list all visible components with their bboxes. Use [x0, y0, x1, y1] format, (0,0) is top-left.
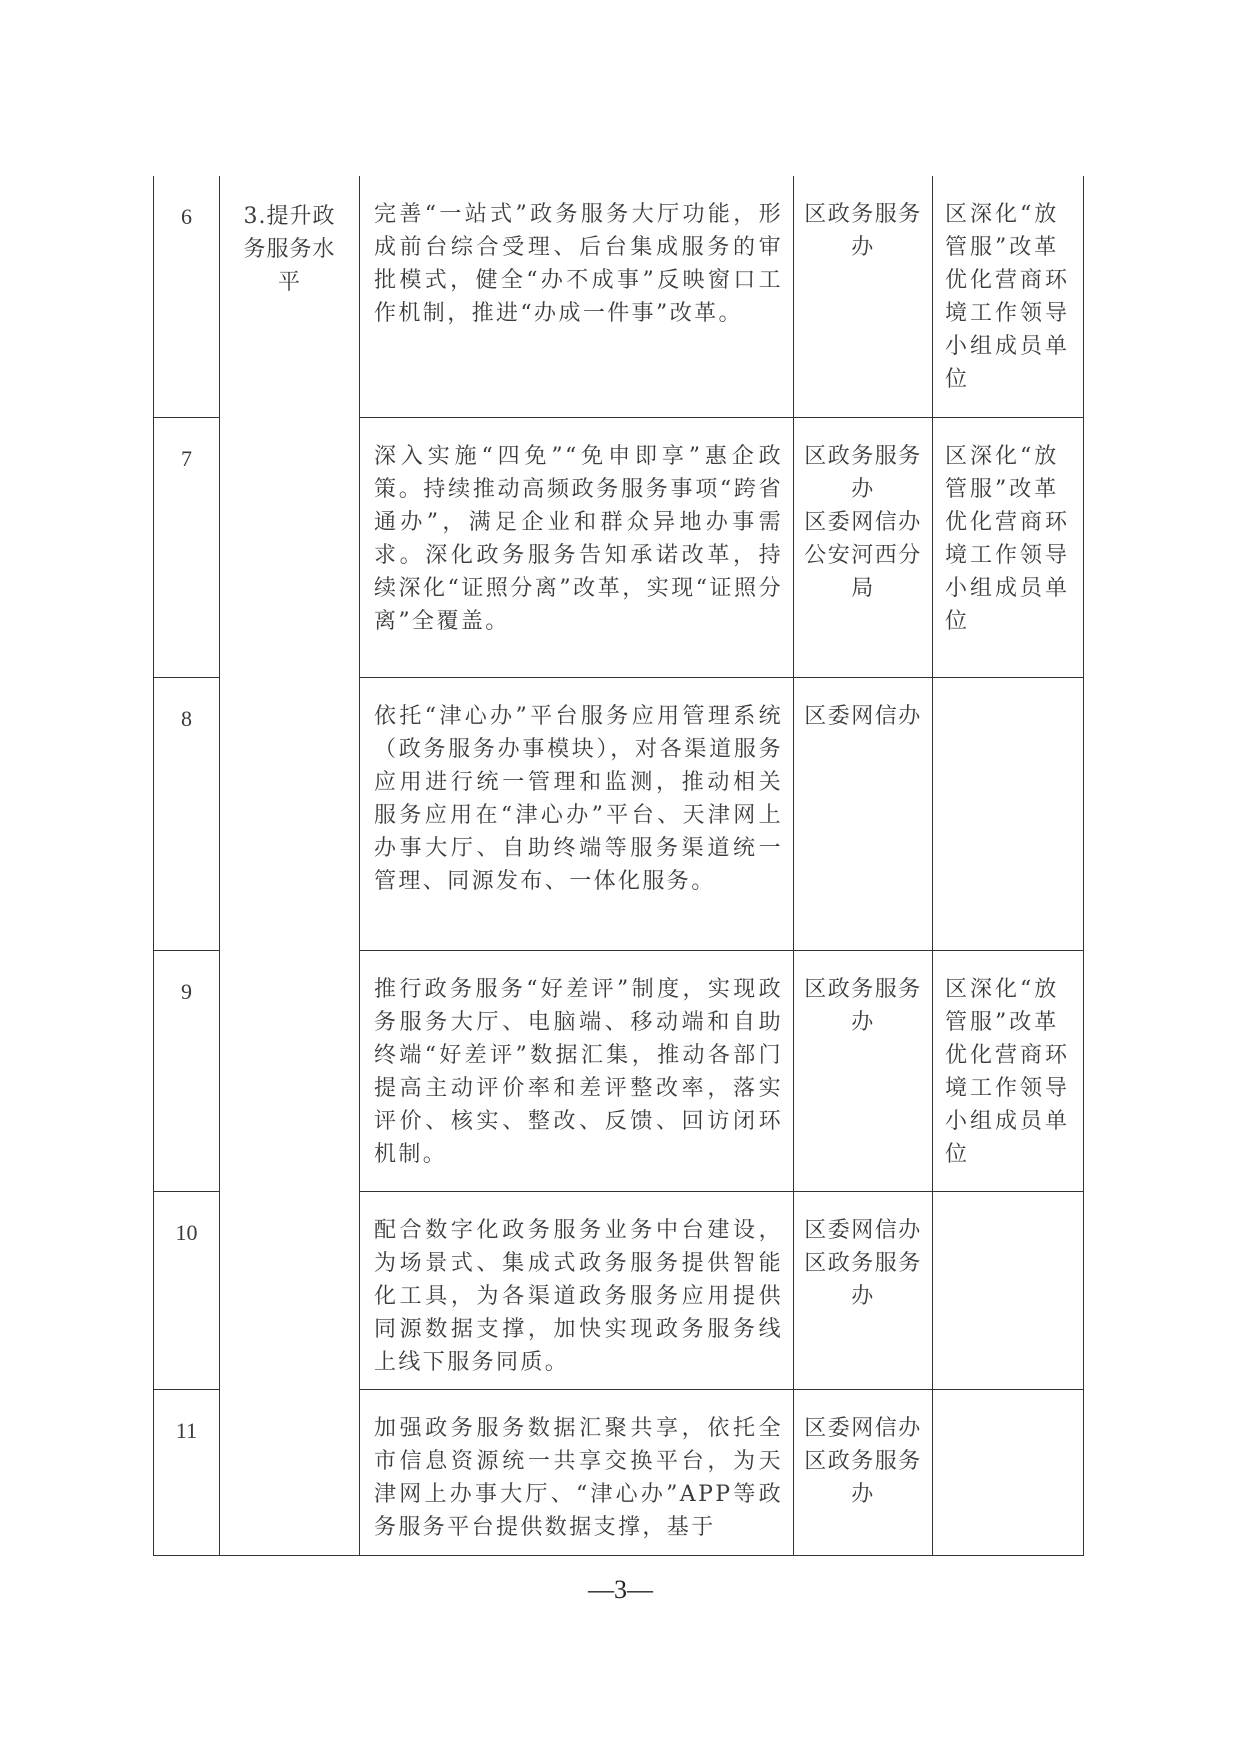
department-name: 区政务服务办: [804, 1448, 922, 1507]
category-cell: 3.提升政务服务水平: [220, 176, 360, 1555]
row-number: 7: [154, 417, 220, 677]
responsible-department: [794, 1191, 933, 1389]
department-name: 公安河西分局: [804, 542, 922, 601]
department-name: 区委网信办: [804, 703, 922, 729]
task-table: [153, 176, 1084, 1556]
coordinating-units: [933, 1191, 1084, 1389]
task-content: 推行政务服务“好差评”制度，实现政务服务大厅、电脑端、移动端和自助终端“好差评”数据汇集，推动各部门提高主动评价率和差评整改率，落实评价、核实、整改、反馈、回访闭环机制。: [360, 950, 794, 1191]
coordinating-units: [933, 1389, 1084, 1555]
task-content: 完善“一站式”政务服务大厅功能，形成前台综合受理、后台集成服务的审批模式，健全“办不成事”反映窗口工作机制，推进“办成一件事”改革。: [360, 176, 794, 417]
department-name: 区政务服务办: [804, 976, 922, 1035]
page-number: —3—: [588, 1575, 653, 1604]
coordinating-units: 区深化“放管服”改革优化营商环境工作领导小组成员单位: [933, 417, 1084, 677]
department-name: 区委网信办: [804, 509, 922, 535]
task-content: 依托“津心办”平台服务应用管理系统（政务服务办事模块），对各渠道服务应用进行统一管理和监测，推动相关服务应用在“津心办”平台、天津网上办事大厅、自助终端等服务渠道统一管理、同源发布、一体化服务。: [360, 677, 794, 950]
row-number: 11: [154, 1389, 220, 1555]
task-content: 加强政务服务数据汇聚共享，依托全市信息资源统一共享交换平台，为天津网上办事大厅、“津心办”APP等政务服务平台提供数据支撑，基于: [360, 1389, 794, 1555]
row-number: 10: [154, 1191, 220, 1389]
responsible-department: [794, 417, 933, 677]
department-name: 区政务服务办: [804, 202, 922, 260]
department-name: 区政务服务办: [804, 1250, 922, 1309]
responsible-department: [794, 950, 933, 1191]
row-number: 6: [154, 176, 220, 417]
coordinating-units: 区深化“放管服”改革优化营商环境工作领导小组成员单位: [933, 176, 1084, 417]
row-number: 8: [154, 677, 220, 950]
department-name: 区政务服务办: [804, 443, 922, 502]
department-name: 区委网信办: [804, 1415, 922, 1441]
task-content: 配合数字化政务服务业务中台建设，为场景式、集成式政务服务提供智能化工具，为各渠道政务服务应用提供同源数据支撑，加快实现政务服务线上线下服务同质。: [360, 1191, 794, 1389]
responsible-department: [794, 1389, 933, 1555]
table-row: [154, 176, 1084, 417]
row-number: 9: [154, 950, 220, 1191]
responsible-department: [794, 677, 933, 950]
department-name: 区委网信办: [804, 1217, 922, 1243]
coordinating-units: [933, 677, 1084, 950]
task-content: 深入实施“四免”“免申即享”惠企政策。持续推动高频政务服务事项“跨省通办”，满足企业和群众异地办事需求。深化政务服务告知承诺改革，持续深化“证照分离”改革，实现“证照分离”全覆盖。: [360, 417, 794, 677]
responsible-department: [794, 176, 933, 417]
coordinating-units: 区深化“放管服”改革优化营商环境工作领导小组成员单位: [933, 950, 1084, 1191]
